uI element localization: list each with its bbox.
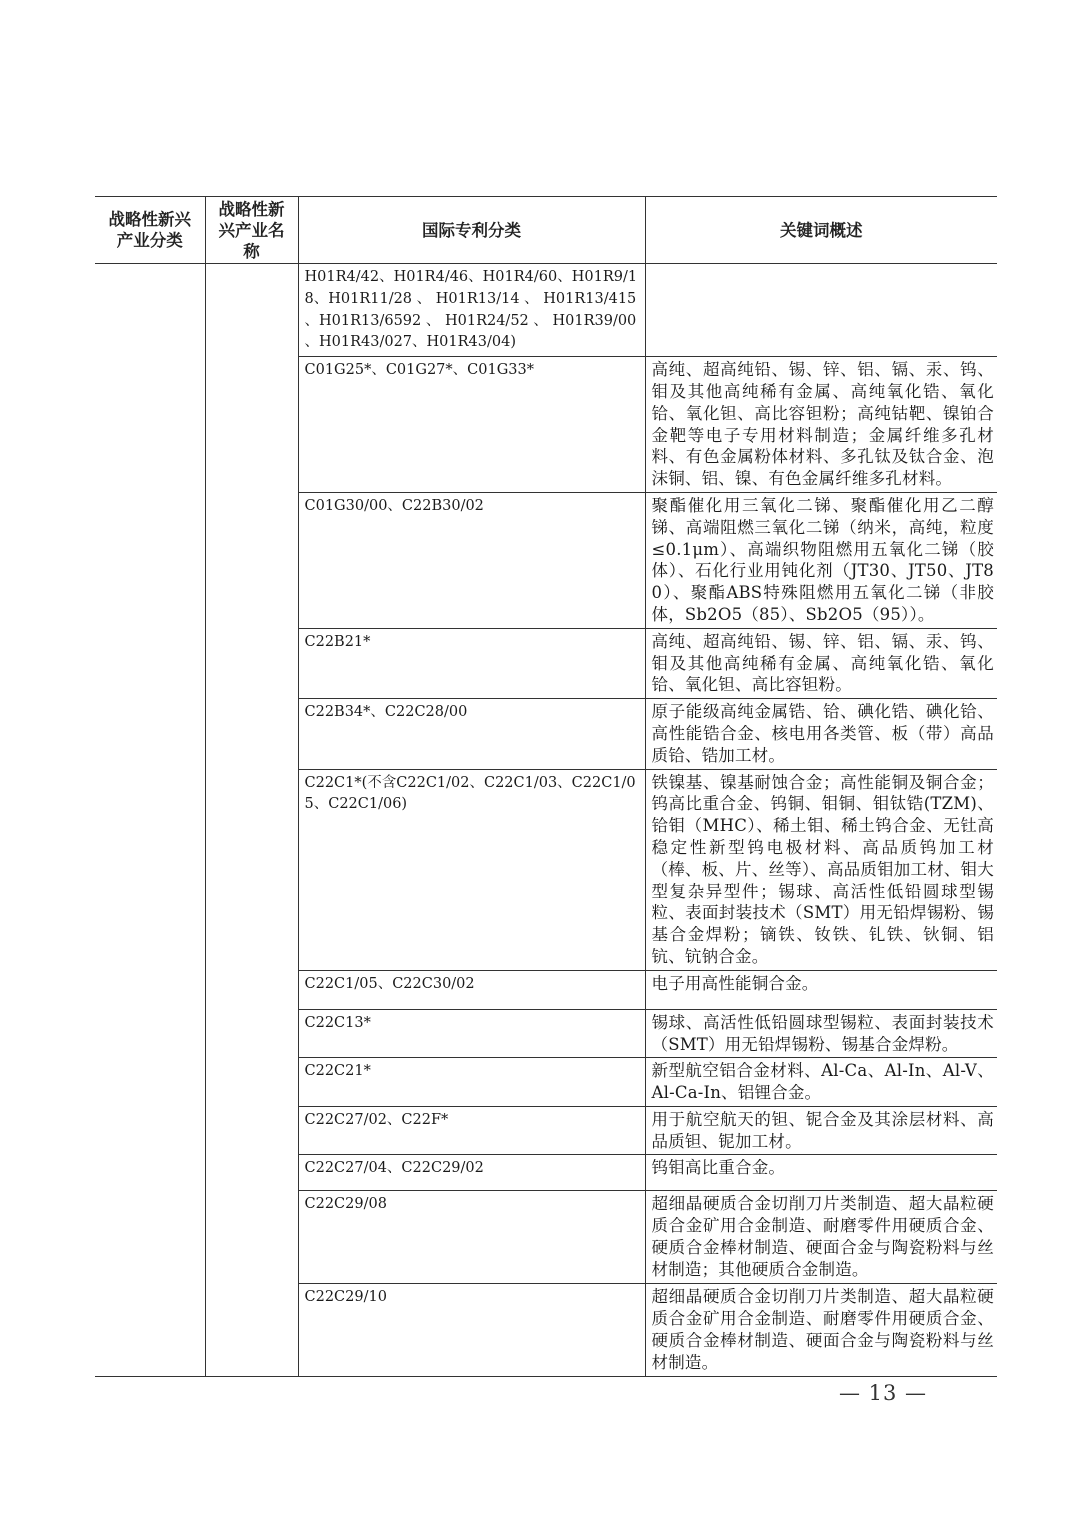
ipc-cell	[298, 1191, 645, 1284]
keywords-cell	[645, 1106, 997, 1155]
classification-table	[95, 196, 997, 1377]
ipc-cell	[298, 1009, 645, 1058]
keywords-text: 高纯、超高纯铅、锡、锌、铝、镉、汞、钨、钼及其他高纯稀有金属、高纯氧化锆、氧化铪、氧化钽、高比容钽粉。	[651, 631, 994, 695]
keywords-cell	[645, 264, 997, 357]
ipc-text: C22C29/08	[304, 1196, 387, 1213]
ipc-text: C22C27/04、C22C29/02	[304, 1160, 484, 1177]
keywords-cell	[645, 1009, 997, 1058]
header-industry-category-text: 战略性新兴产业分类	[108, 210, 191, 250]
ipc-text: C22C1*(不含C22C1/02、C22C1/03、C22C1/05、C22C1/06)	[304, 774, 636, 813]
keywords-cell	[645, 699, 997, 769]
ipc-text: C22C29/10	[304, 1289, 387, 1306]
page-number: — 13 —	[838, 1381, 928, 1405]
ipc-text: C22C1/05、C22C30/02	[304, 975, 475, 992]
keywords-text: 原子能级高纯金属锆、铪、碘化锆、碘化铪、高性能锆合金、核电用各类管、板（带）高品质铪、锆加工材。	[651, 702, 994, 765]
keywords-cell	[645, 1191, 997, 1284]
keywords-text: 用于航空航天的钽、铌合金及其涂层材料、高品质钽、铌加工材。	[651, 1109, 994, 1151]
keywords-cell	[645, 357, 997, 493]
keywords-cell	[645, 492, 997, 628]
keywords-text: 新型航空铝合金材料、Al-Ca、Al-In、Al-V、Al-Ca-In、铝锂合金。	[651, 1061, 994, 1103]
header-industry-category	[95, 197, 205, 264]
table-row	[95, 264, 997, 357]
ipc-text: C01G25*、C01G27*、C01G33*	[304, 362, 534, 379]
header-industry-name	[205, 197, 298, 264]
ipc-cell	[298, 1284, 645, 1376]
keywords-text: 超细晶硬质合金切削刀片类制造、超大晶粒硬质合金矿用合金制造、耐磨零件用硬质合金、硬质合金棒材制造、硬面合金与陶瓷粉料与丝材制造；其他硬质合金制造。	[651, 1194, 994, 1279]
ipc-cell	[298, 492, 645, 628]
keywords-text: 电子用高性能铜合金。	[651, 973, 819, 993]
keywords-cell	[645, 1058, 997, 1107]
keywords-text: 铁镍基、镍基耐蚀合金；高性能铜及铜合金；钨高比重合金、钨铜、钼铜、钼钛锆(TZM)、铪钼（MHC）、稀土钼、稀土钨合金、无钍高稳定性新型钨电极材料、高品质钨加工材（棒、板、片、丝等）、高品质钼加工材、钼大型复杂异型件；锡球、高活性低铅圆球型锡粒、表面封装技术（SMT）用无铅焊锡粉、锡基合金焊粉；镝铁、钕铁、钆铁、钬铜、铝钪、钪钠合金。	[651, 772, 994, 966]
header-industry-name-text: 战略性新兴产业名称	[218, 199, 285, 261]
keywords-cell	[645, 1155, 997, 1191]
keywords-text: 聚酯催化用三氧化二锑、聚酯催化用乙二醇锑、高端阻燃三氧化二锑（纳米，高纯，粒度≤0.1μm）、高端织物阻燃用五氧化二锑（胶体）、石化行业用钝化剂（JT30、JT50、JT80）、聚酯ABS特殊阻燃用五氧化二锑（非胶体，Sb2O5（85）、Sb2O5（95））。	[651, 495, 994, 624]
keywords-text	[646, 264, 998, 268]
ipc-cell	[298, 357, 645, 493]
ipc-cell	[298, 769, 645, 970]
keywords-cell	[645, 628, 997, 698]
keywords-text: 锡球、高活性低铅圆球型锡粒、表面封装技术（SMT）用无铅焊锡粉、锡基合金焊粉。	[651, 1012, 994, 1054]
keywords-text: 钨钼高比重合金。	[651, 1158, 786, 1178]
ipc-text: C01G30/00、C22B30/02	[304, 497, 484, 514]
keywords-text: 高纯、超高纯铅、锡、锌、铝、镉、汞、钨、钼及其他高纯稀有金属、高纯氧化锆、氧化铪、氧化钽、高比容钽粉；高纯钴靶、镍铂合金靶等电子专用材料制造；金属纤维多孔材料、有色金属粉体材料、多孔钛及钛合金、泡沫铜、铝、镍、有色金属纤维多孔材料。	[651, 360, 994, 489]
keywords-cell	[645, 1284, 997, 1376]
ipc-cell	[298, 1058, 645, 1107]
header-keywords: 关键词概述	[645, 197, 997, 264]
ipc-cell	[298, 264, 645, 357]
keywords-cell	[645, 970, 997, 1009]
ipc-cell	[298, 1106, 645, 1155]
ipc-cell	[298, 1155, 645, 1191]
industry-category-cell	[95, 264, 205, 1377]
ipc-cell	[298, 699, 645, 769]
table-header-row	[95, 197, 997, 264]
ipc-text: C22C13*	[304, 1014, 371, 1031]
header-ipc: 国际专利分类	[298, 197, 645, 264]
ipc-text: H01R4/42、H01R4/46、H01R4/60、H01R9/18、H01R11/28 、 H01R13/14 、 H01R13/415 、H01R13/6592 、 H01R24/52 、 H01R39/00 、H01R43/027、H01R43/04)	[304, 269, 641, 351]
keywords-text: 超细晶硬质合金切削刀片类制造、超大晶粒硬质合金矿用合金制造、耐磨零件用硬质合金、硬质合金棒材制造、硬面合金与陶瓷粉料与丝材制造。	[651, 1287, 994, 1372]
ipc-cell	[298, 628, 645, 698]
ipc-cell	[298, 970, 645, 1009]
ipc-text: C22C27/02、C22F*	[304, 1111, 449, 1128]
ipc-text: C22B21*	[304, 633, 371, 650]
keywords-cell	[645, 769, 997, 970]
industry-name-cell	[205, 264, 298, 1377]
ipc-text: C22B34*、C22C28/00	[304, 704, 468, 721]
ipc-text: C22C21*	[304, 1063, 371, 1080]
